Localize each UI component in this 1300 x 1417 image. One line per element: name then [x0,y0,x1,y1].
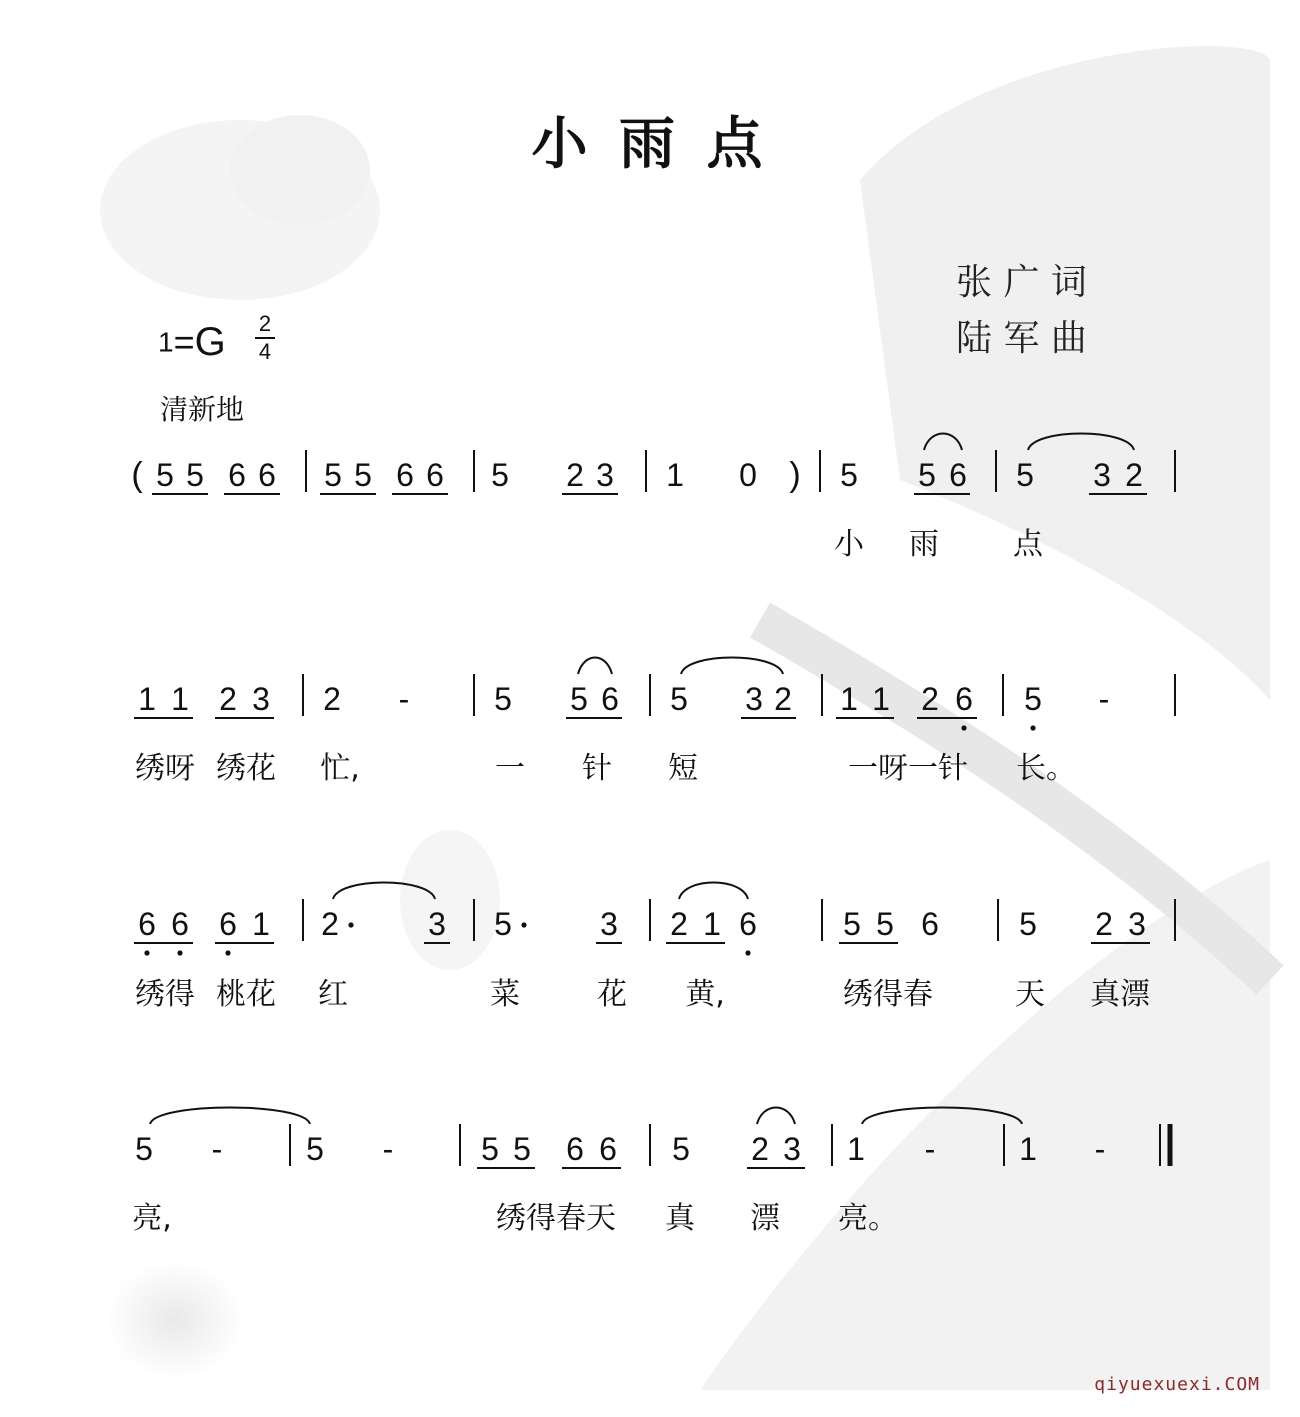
note: 1 [138,681,156,717]
note: 3 [600,906,618,942]
note: 5 [494,681,512,717]
note: 6 [258,457,276,493]
note: 6 [921,906,939,942]
song-title: 小 雨 点 [531,111,769,177]
note: 6 [138,906,156,942]
note: 1 [1019,1131,1037,1167]
note: 5 [513,1131,531,1167]
slur-arc [333,883,435,900]
note: 1 [171,681,189,717]
note: 3 [596,457,614,493]
lyric: 亮, [132,1201,172,1236]
note: 2 [321,906,339,942]
note: 6 [171,906,189,942]
lyricist-credit: 张 广 词 [956,262,1087,303]
lyric: 一呀一针 [848,751,968,786]
note: 5 [186,457,204,493]
slur-arc [862,1108,1022,1125]
augmentation-dot [521,922,526,927]
lyric: 长。 [1016,751,1076,786]
note: 6 [955,681,973,717]
note: 5 [672,1131,690,1167]
lyric: 一 [495,751,525,786]
octave-dot-below [961,725,966,730]
note: - [398,681,410,717]
note: 2 [1125,457,1143,493]
lyric: 花 [597,977,627,1012]
note: 2 [219,681,237,717]
note: 2 [670,906,688,942]
lyric: 菜 [490,977,520,1012]
note: 1 [872,681,890,717]
note: 2 [323,681,341,717]
lyric: 绣得春天 [496,1201,616,1236]
slur-arc [681,658,783,675]
note: 1 [703,906,721,942]
note: - [211,1131,223,1167]
note: - [382,1131,394,1167]
paren-open: ( [131,456,143,494]
note: 6 [219,906,237,942]
lyric: 绣得 [135,977,195,1012]
time-denominator: 4 [258,339,272,364]
note: 0 [739,457,757,493]
octave-dot-below [177,950,182,955]
lyric: 亮。 [838,1201,898,1236]
note: 1 [252,906,270,942]
lyric: 短 [668,751,698,786]
note: 1 [840,681,858,717]
key-degree: 1 [158,326,174,358]
lyric: 针 [582,751,612,786]
key-tonic: G [194,320,226,364]
note: 5 [494,906,512,942]
slur-arc [757,1108,795,1125]
lyric: 天 [1015,977,1045,1012]
octave-dot-below [225,950,230,955]
slur-arc [679,883,748,900]
slur-arc [924,434,962,451]
note: 5 [570,681,588,717]
slur-arc [1028,434,1134,451]
time-numerator: 2 [258,311,272,336]
note: 1 [666,457,684,493]
note: 5 [843,906,861,942]
note: 3 [252,681,270,717]
lyric: 漂 [750,1201,780,1236]
note: 5 [306,1131,324,1167]
note: 5 [156,457,174,493]
note: 5 [1016,457,1034,493]
note: 6 [228,457,246,493]
note: 5 [481,1131,499,1167]
note: - [1098,681,1110,717]
octave-dot-below [144,950,149,955]
octave-dot-below [1030,725,1035,730]
note: 5 [491,457,509,493]
note: 3 [783,1131,801,1167]
note: - [924,1131,936,1167]
lyric: 小 [834,527,864,562]
note: 2 [566,457,584,493]
note: 5 [876,906,894,942]
key-equals: = [173,321,195,363]
note: 1 [847,1131,865,1167]
composer-credit: 陆 军 曲 [956,318,1087,359]
note: 5 [324,457,342,493]
note: 2 [1095,906,1113,942]
note: 5 [840,457,858,493]
slur-arc [150,1108,310,1125]
note: - [1094,1131,1106,1167]
lyric: 绣得春 [843,977,933,1012]
paren-close: ) [789,456,801,494]
note: 5 [354,457,372,493]
note: 2 [921,681,939,717]
note: 5 [1024,681,1042,717]
note: 3 [1093,457,1111,493]
note: 3 [1128,906,1146,942]
note: 2 [774,681,792,717]
note: 6 [396,457,414,493]
lyric: 忙, [320,751,360,786]
lyric: 黄, [685,977,725,1012]
lyric: 真漂 [1090,977,1150,1012]
note: 5 [1019,906,1037,942]
octave-dot-below [745,950,750,955]
lyric: 点 [1013,527,1043,562]
slur-arc [578,658,612,675]
note: 5 [670,681,688,717]
lyric: 绣花 [216,751,276,786]
note: 6 [601,681,619,717]
lyric: 红 [318,977,348,1012]
note: 3 [428,906,446,942]
lyric: 雨 [909,527,939,562]
note: 5 [918,457,936,493]
lyric: 桃花 [216,977,276,1012]
note: 6 [949,457,967,493]
note: 3 [745,681,763,717]
note: 6 [739,906,757,942]
watermark-text: qiyuexuexi.COM [1094,1374,1260,1395]
note: 5 [135,1131,153,1167]
note: 6 [426,457,444,493]
note: 6 [599,1131,617,1167]
note: 6 [566,1131,584,1167]
note: 2 [751,1131,769,1167]
lyric: 绣呀 [135,751,195,786]
tempo-marking: 清新地 [160,393,245,426]
augmentation-dot [348,922,353,927]
lyric: 真 [665,1201,695,1236]
